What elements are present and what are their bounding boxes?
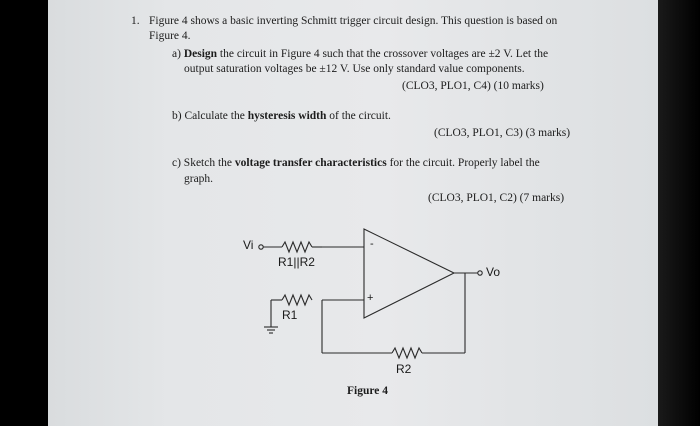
question-intro-line2: Figure 4. (149, 30, 191, 42)
part-a-line2: output saturation voltages be ±12 V. Use only standard value components. (184, 63, 525, 75)
r1-resistor (282, 295, 312, 305)
part-c-line2: graph. (184, 173, 214, 185)
part-c-bold: voltage transfer characteristics (234, 157, 387, 169)
part-a-prefix: a) (172, 48, 181, 60)
part-b-prefix: b) Calculate the (172, 110, 245, 122)
noninverting-input-sign: + (367, 292, 374, 304)
r-input-resistor (282, 242, 312, 252)
r1-label: R1 (282, 308, 298, 322)
part-a-line1-rest: the circuit in Figure 4 such that the crossover voltages are ±2 V. Let the (219, 48, 549, 60)
question-intro-line1: Figure 4 shows a basic inverting Schmitt trigger circuit design. This question is based on (149, 15, 558, 27)
part-b-rest: of the circuit. (329, 110, 391, 122)
r2-label: R2 (396, 362, 412, 376)
question-number: 1. (131, 15, 140, 27)
figure-caption: Figure 4 (347, 385, 388, 397)
vi-label: Vi (243, 238, 254, 252)
r2-resistor (392, 348, 422, 358)
r-input-label: R1||R2 (278, 255, 315, 269)
vo-terminal (478, 271, 482, 275)
vi-terminal (259, 245, 263, 249)
op-amp (364, 229, 454, 318)
inverting-input-sign: - (370, 238, 374, 250)
part-c-prefix: c) Sketch the (172, 157, 233, 169)
part-b-bold: hysteresis width (247, 110, 327, 122)
vo-label: Vo (486, 265, 501, 279)
part-c-line1-rest: for the circuit. Properly label the (389, 157, 540, 169)
part-a-bold: Design (183, 48, 218, 60)
part-b-marks: (CLO3, PLO1, C3) (3 marks) (434, 127, 571, 139)
part-a-marks: (CLO3, PLO1, C4) (10 marks) (402, 80, 544, 92)
part-c-marks: (CLO3, PLO1, C2) (7 marks) (428, 192, 565, 204)
